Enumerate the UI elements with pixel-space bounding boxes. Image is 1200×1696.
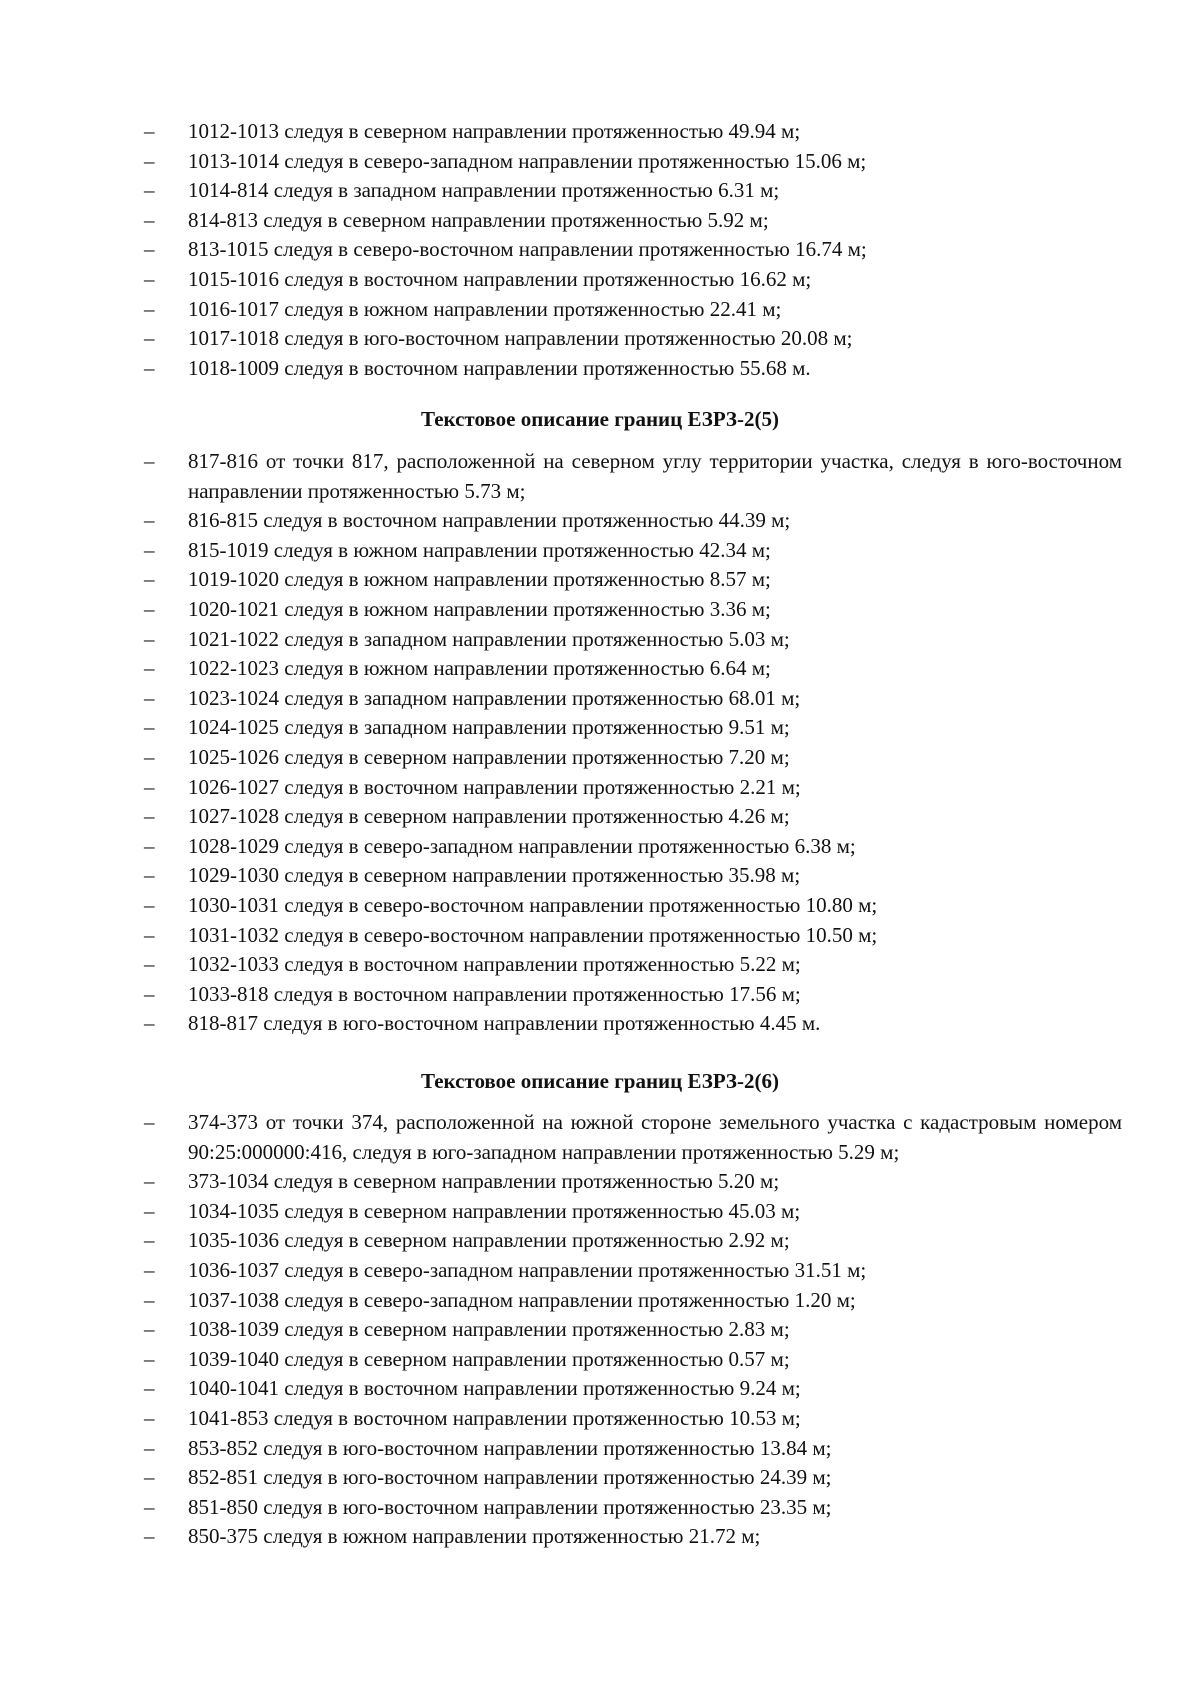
list-item: – 1024-1025 следуя в западном направлении протяженностью 9.51 м;	[144, 713, 1122, 743]
list-item: – 1014-814 следуя в западном направлении протяженностью 6.31 м;	[144, 176, 1122, 206]
list-item: – 1029-1030 следуя в северном направлении протяженностью 35.98 м;	[144, 861, 1122, 891]
list-item: – 1026-1027 следуя в восточном направлении протяженностью 2.21 м;	[144, 773, 1122, 803]
list-item: – 1030-1031 следуя в северо-восточном направлении протяженностью 10.80 м;	[144, 891, 1122, 921]
list-item: – 1028-1029 следуя в северо-западном направлении протяженностью 6.38 м;	[144, 832, 1122, 862]
section-heading-ezrz-2-6: Текстовое описание границ ЕЗРЗ-2(6)	[420, 1069, 779, 1093]
list-item: – 816-815 следуя в восточном направлении протяженностью 44.39 м;	[144, 506, 1122, 536]
list-item: – 1031-1032 следуя в северо-восточном направлении протяженностью 10.50 м;	[144, 921, 1122, 951]
list-item: – 373-1034 следуя в северном направлении протяженностью 5.20 м;	[144, 1167, 1122, 1197]
list-item: – 1035-1036 следуя в северном направлении протяженностью 2.92 м;	[144, 1226, 1122, 1256]
list-item: – 851-850 следуя в юго-восточном направлении протяженностью 23.35 м;	[144, 1493, 1122, 1523]
list-item: – 853-852 следуя в юго-восточном направлении протяженностью 13.84 м;	[144, 1434, 1122, 1464]
list-item: – 1017-1018 следуя в юго-восточном направлении протяженностью 20.08 м;	[144, 324, 1122, 354]
list-item: – 850-375 следуя в южном направлении протяженностью 21.72 м;	[144, 1522, 1122, 1552]
list-item: – 1012-1013 следуя в северном направлении протяженностью 49.94 м;	[144, 117, 1122, 147]
list-item: – 813-1015 следуя в северо-восточном направлении протяженностью 16.74 м;	[144, 235, 1122, 265]
list-item: – 815-1019 следуя в южном направлении протяженностью 42.34 м;	[144, 536, 1122, 566]
list-item: – 1019-1020 следуя в южном направлении протяженностью 8.57 м;	[144, 565, 1122, 595]
list-item: – 1032-1033 следуя в восточном направлении протяженностью 5.22 м;	[144, 950, 1122, 980]
boundary-list-ezrz-2-5	[144, 447, 1122, 1039]
list-item: – 1040-1041 следуя в восточном направлении протяженностью 9.24 м;	[144, 1374, 1122, 1404]
list-item: – 818-817 следуя в юго-восточном направлении протяженностью 4.45 м.	[144, 1009, 1122, 1039]
list-item: – 814-813 следуя в северном направлении протяженностью 5.92 м;	[144, 206, 1122, 236]
list-item: – 1036-1037 следуя в северо-западном направлении протяженностью 31.51 м;	[144, 1256, 1122, 1286]
list-item: – 1033-818 следуя в восточном направлении протяженностью 17.56 м;	[144, 980, 1122, 1010]
list-item: – 1016-1017 следуя в южном направлении протяженностью 22.41 м;	[144, 295, 1122, 325]
list-item: – 1020-1021 следуя в южном направлении протяженностью 3.36 м;	[144, 595, 1122, 625]
list-item: – 1039-1040 следуя в северном направлении протяженностью 0.57 м;	[144, 1345, 1122, 1375]
list-item: – 1023-1024 следуя в западном направлении протяженностью 68.01 м;	[144, 684, 1122, 714]
list-item: – 1034-1035 следуя в северном направлении протяженностью 45.03 м;	[144, 1197, 1122, 1227]
list-item: – 1013-1014 следуя в северо-западном направлении протяженностью 15.06 м;	[144, 147, 1122, 177]
list-item: – 1025-1026 следуя в северном направлении протяженностью 7.20 м;	[144, 743, 1122, 773]
list-item: – 1021-1022 следуя в западном направлении протяженностью 5.03 м;	[144, 625, 1122, 655]
list-item: – 852-851 следуя в юго-восточном направлении протяженностью 24.39 м;	[144, 1463, 1122, 1493]
list-item: – 1027-1028 следуя в северном направлении протяженностью 4.26 м;	[144, 802, 1122, 832]
boundary-list-continued	[144, 117, 1122, 383]
list-item: – 817-816 от точки 817, расположенной на северном углу территории участка, следуя в юго-восточном направлении протяженностью 5.73 м;	[144, 447, 1122, 506]
list-item: – 1015-1016 следуя в восточном направлении протяженностью 16.62 м;	[144, 265, 1122, 295]
list-item: – 1022-1023 следуя в южном направлении протяженностью 6.64 м;	[144, 654, 1122, 684]
list-item: – 1037-1038 следуя в северо-западном направлении протяженностью 1.20 м;	[144, 1286, 1122, 1316]
list-item: – 374-373 от точки 374, расположенной на южной стороне земельного участка с кадастровым номером 90:25:000000:416, следуя в юго-западном направлении протяженностью 5.29 м;	[144, 1108, 1122, 1167]
list-item: – 1018-1009 следуя в восточном направлении протяженностью 55.68 м.	[144, 354, 1122, 384]
boundary-list-ezrz-2-6	[144, 1108, 1122, 1552]
list-item: – 1038-1039 следуя в северном направлении протяженностью 2.83 м;	[144, 1315, 1122, 1345]
section-heading-ezrz-2-5: Текстовое описание границ ЕЗРЗ-2(5)	[420, 407, 779, 431]
list-item: – 1041-853 следуя в восточном направлении протяженностью 10.53 м;	[144, 1404, 1122, 1434]
